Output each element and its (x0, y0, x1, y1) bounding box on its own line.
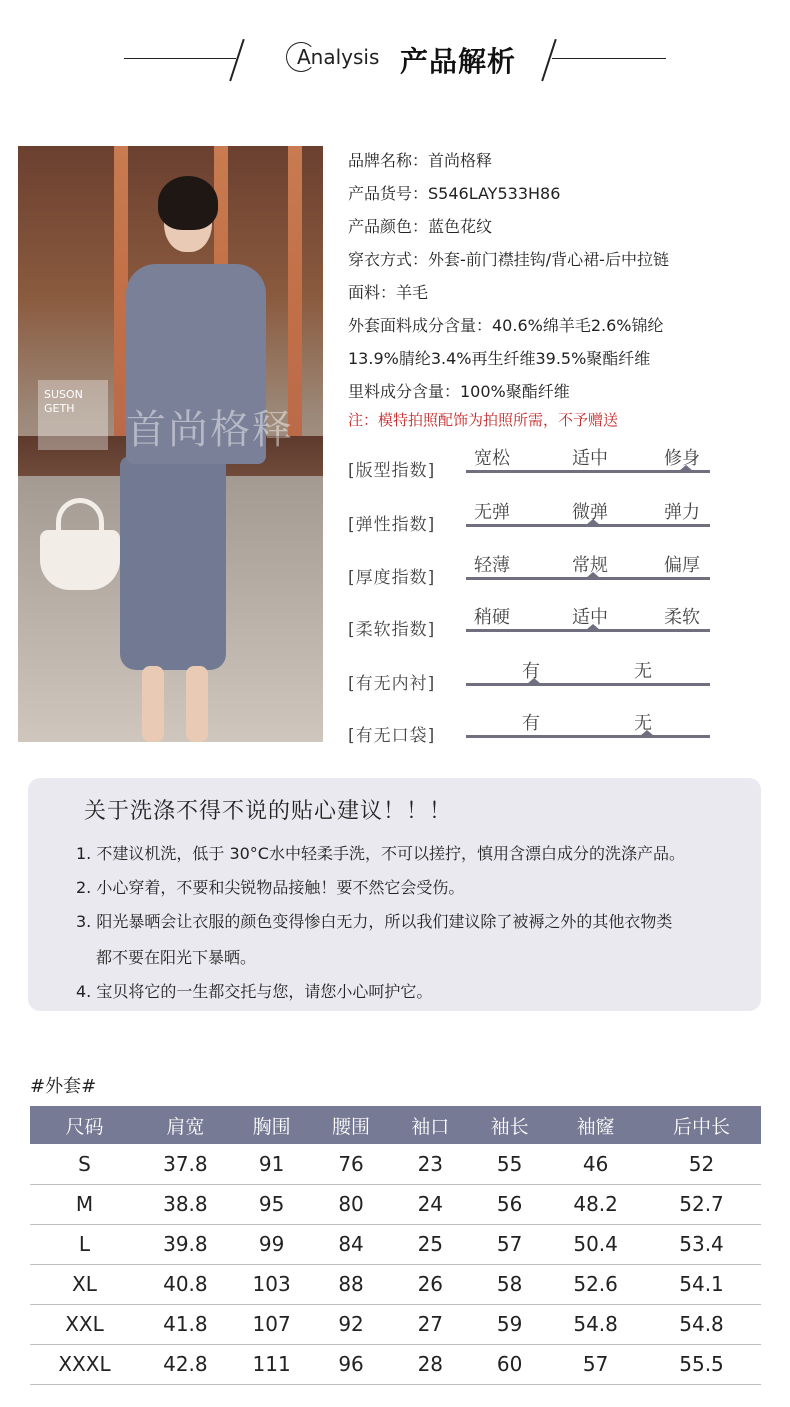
index-option: 柔软 (664, 607, 700, 628)
index-option: 弹力 (664, 502, 700, 523)
index-label: [厚度指数] (348, 568, 436, 588)
table-row (30, 1304, 761, 1344)
column-header: 袖窿 (549, 1106, 642, 1144)
index-option: 轻薄 (474, 555, 510, 576)
index-option: 适中 (572, 448, 608, 469)
spec-color: 产品颜色：蓝色花纹 (348, 217, 493, 236)
index-marker (527, 678, 541, 684)
table-cell: 88 (311, 1264, 390, 1304)
index-option: 有 (522, 713, 540, 734)
table-cell: 46 (549, 1144, 642, 1184)
index-label: [版型指数] (348, 461, 436, 481)
spec-brand: 品牌名称：首尚格释 (348, 151, 493, 170)
table-row (30, 1144, 761, 1184)
index-marker (586, 572, 600, 578)
analysis-label: Analysis (297, 45, 380, 69)
table-cell: 57 (470, 1224, 549, 1264)
column-header: 袖口 (391, 1106, 470, 1144)
table-cell: 27 (391, 1304, 470, 1344)
wash-advice-item: 3. 阳光暴晒会让衣服的颜色变得惨白无力，所以我们建议除了被褥之外的其他衣物类 (76, 912, 673, 931)
model-leg (142, 666, 164, 742)
header-line-left (124, 58, 236, 59)
index-marker (640, 730, 654, 736)
size-table-title: #外套# (30, 1076, 97, 1097)
spec-fabric: 面料：羊毛 (348, 283, 429, 302)
table-cell: 58 (470, 1264, 549, 1304)
table-cell: 23 (391, 1144, 470, 1184)
wash-advice-box (28, 778, 761, 1011)
index-option: 偏厚 (664, 555, 700, 576)
wash-advice-item: 都不要在阳光下暴晒。 (96, 948, 257, 967)
table-cell: 107 (232, 1304, 312, 1344)
index-pocket (348, 709, 728, 759)
table-cell: 37.8 (139, 1144, 232, 1184)
column-header: 肩宽 (139, 1106, 232, 1144)
index-label: [有无口袋] (348, 726, 436, 746)
table-cell: L (30, 1224, 139, 1264)
table-cell: 42.8 (139, 1344, 232, 1384)
column-header: 尺码 (30, 1106, 139, 1144)
column-header: 腰围 (311, 1106, 390, 1144)
model-hair (158, 176, 218, 230)
table-cell: 111 (232, 1344, 312, 1384)
table-cell: XXL (30, 1304, 139, 1344)
table-cell: 53.4 (642, 1224, 761, 1264)
table-cell: 38.8 (139, 1184, 232, 1224)
table-cell: 92 (311, 1304, 390, 1344)
size-table (30, 1106, 761, 1385)
spec-composition: 外套面料成分含量：40.6%绵羊毛2.6%锦纶 (348, 316, 664, 335)
index-option: 无 (634, 713, 652, 734)
table-cell: 52 (642, 1144, 761, 1184)
model-leg (186, 666, 208, 742)
model-skirt (120, 456, 226, 670)
table-cell: 52.7 (642, 1184, 761, 1224)
index-option: 常规 (572, 555, 608, 576)
table-cell: 54.8 (549, 1304, 642, 1344)
product-specs (348, 144, 768, 432)
watermark-brand: 首尚格释 (126, 407, 294, 453)
table-cell: 57 (549, 1344, 642, 1384)
index-bar (466, 735, 710, 738)
wash-advice-item: 4. 宝贝将它的一生都交托与您，请您小心呵护它。 (76, 982, 433, 1001)
index-marker (586, 624, 600, 630)
table-cell: 40.8 (139, 1264, 232, 1304)
table-cell: 76 (311, 1144, 390, 1184)
index-elasticity (348, 498, 728, 548)
header-slash-left (229, 39, 244, 81)
column-header: 后中长 (642, 1106, 761, 1144)
wash-advice-item: 2. 小心穿着，不要和尖锐物品接触！要不然它会受伤。 (76, 878, 465, 897)
table-cell: S (30, 1144, 139, 1184)
table-cell: 103 (232, 1264, 312, 1304)
table-cell: 60 (470, 1344, 549, 1384)
table-cell: 24 (391, 1184, 470, 1224)
spec-item-no: 产品货号：S546LAY533H86 (348, 184, 561, 203)
table-row (30, 1264, 761, 1304)
spec-wear-method: 穿衣方式：外套-前门襟挂钩/背心裙-后中拉链 (348, 250, 669, 269)
section-header (0, 30, 790, 90)
table-cell: 41.8 (139, 1304, 232, 1344)
index-marker (586, 519, 600, 525)
product-photo (18, 146, 323, 742)
index-fit (348, 444, 728, 494)
index-option: 修身 (664, 448, 700, 469)
table-cell: 54.1 (642, 1264, 761, 1304)
table-cell: 91 (232, 1144, 312, 1184)
index-label: [弹性指数] (348, 515, 436, 535)
table-cell: 55 (470, 1144, 549, 1184)
index-option: 微弹 (572, 502, 608, 523)
table-cell: 26 (391, 1264, 470, 1304)
table-cell: 59 (470, 1304, 549, 1344)
table-cell: M (30, 1184, 139, 1224)
wash-advice-title: 关于洗涤不得不说的贴心建议！！！ (84, 799, 453, 824)
table-cell: XXXL (30, 1344, 139, 1384)
handbag (40, 530, 120, 590)
index-option: 无弹 (474, 502, 510, 523)
index-option: 宽松 (474, 448, 510, 469)
index-option: 无 (634, 661, 652, 682)
index-lining (348, 657, 728, 707)
table-cell: 80 (311, 1184, 390, 1224)
wash-advice-item: 1. 不建议机洗，低于 30°C水中轻柔手洗，不可以搓拧，慎用含漂白成分的洗涤产品。 (76, 844, 685, 863)
table-cell: 52.6 (549, 1264, 642, 1304)
column-header: 袖长 (470, 1106, 549, 1144)
index-label: [有无内衬] (348, 674, 436, 694)
index-marker (679, 465, 693, 471)
header-slash-right (541, 39, 556, 81)
index-bar (466, 470, 710, 473)
table-cell: 28 (391, 1344, 470, 1384)
index-option: 有 (522, 661, 540, 682)
table-row (30, 1344, 761, 1384)
table-cell: 54.8 (642, 1304, 761, 1344)
page-title: 产品解析 (400, 45, 517, 78)
table-row (30, 1224, 761, 1264)
index-bar (466, 683, 710, 686)
table-cell: 39.8 (139, 1224, 232, 1264)
index-softness (348, 603, 728, 653)
index-option: 稍硬 (474, 607, 510, 628)
table-cell: 50.4 (549, 1224, 642, 1264)
table-cell: 96 (311, 1344, 390, 1384)
table-cell: XL (30, 1264, 139, 1304)
spec-composition-cont: 13.9%腈纶3.4%再生纤维39.5%聚酯纤维 (348, 349, 651, 368)
size-table-header-row (30, 1106, 761, 1144)
table-cell: 25 (391, 1224, 470, 1264)
table-cell: 95 (232, 1184, 312, 1224)
spec-note: 注：模特拍照配饰为拍照所需，不予赠送 (348, 411, 619, 429)
column-header: 胸围 (232, 1106, 312, 1144)
table-cell: 99 (232, 1224, 312, 1264)
index-option: 适中 (572, 607, 608, 628)
spec-lining: 里料成分含量：100%聚酯纤维 (348, 382, 570, 401)
table-cell: 55.5 (642, 1344, 761, 1384)
watermark-logo: SUSON GETH (38, 380, 108, 450)
table-row (30, 1184, 761, 1224)
table-cell: 84 (311, 1224, 390, 1264)
table-cell: 56 (470, 1184, 549, 1224)
table-cell: 48.2 (549, 1184, 642, 1224)
header-line-right (552, 58, 666, 59)
index-label: [柔软指数] (348, 620, 436, 640)
index-thickness (348, 551, 728, 601)
